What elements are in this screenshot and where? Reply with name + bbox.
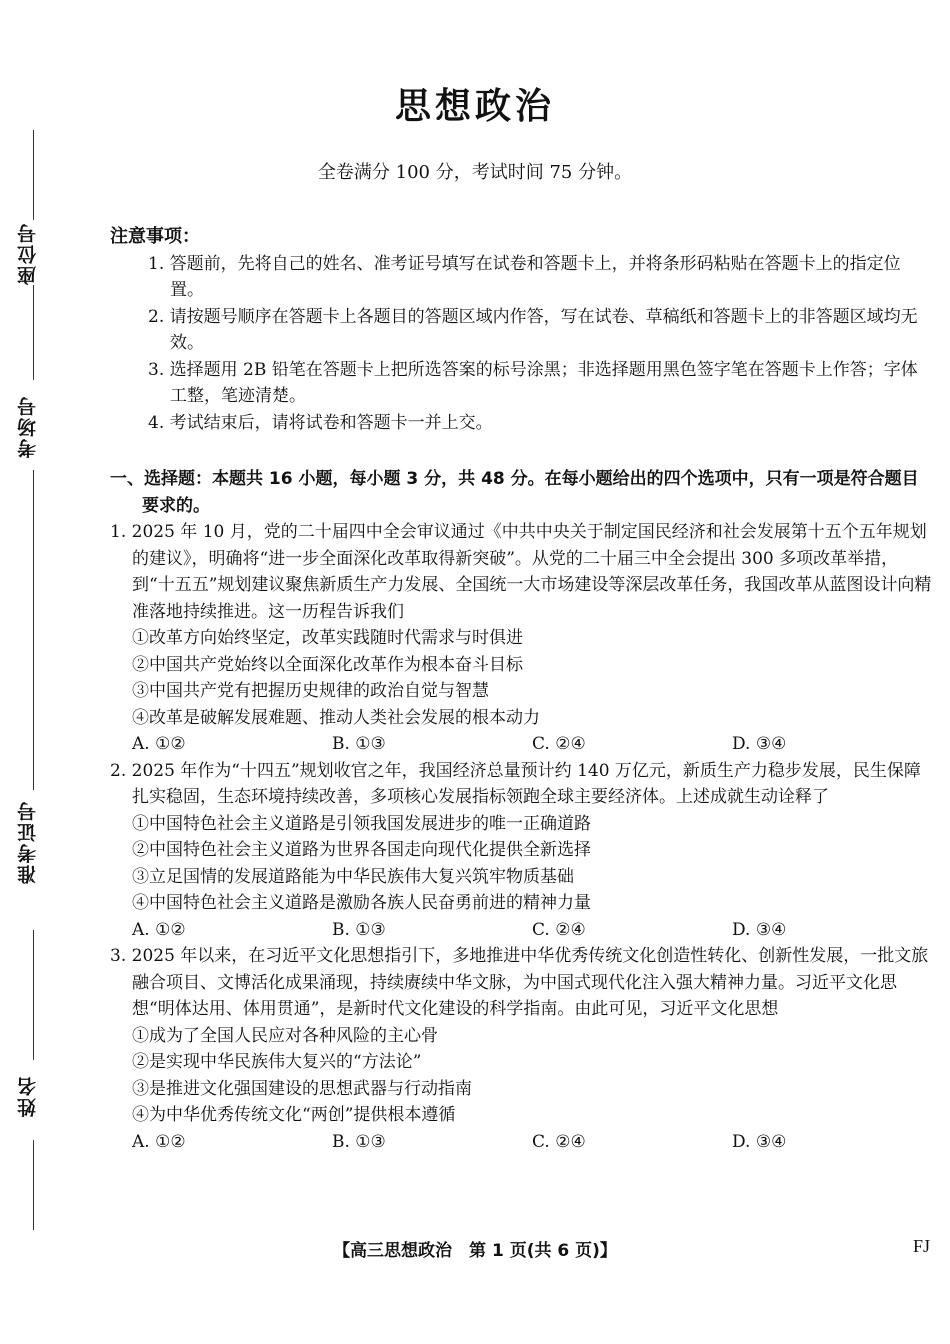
page-title: 思想政治 xyxy=(394,86,555,127)
question-stem: 1. 2025 年 10 月，党的二十届四中全会审议通过《中共中央关于制定国民经济和社会发展第十五个五年规划的建议》，明确将“进一步全面深化改革取得新突破”。从党的二十届三中全会提出 300 多项改革举措，到“十五五”规划建议聚焦新质生产力发展、全国统一大市场建设等深层改革任务，我国改革从蓝图设计向精准落地持续推进。这一历程告诉我们 xyxy=(110,522,932,622)
student-name-label: 姓名 xyxy=(17,1075,39,1117)
choice-a[interactable]: A. ①② xyxy=(132,734,186,754)
exam-room-label: 考场号 xyxy=(17,395,39,458)
binding-line-ticket xyxy=(33,930,34,1060)
section-heading: 一、选择题：本题共 16 小题，每小题 3 分，共 48 分。在每小题给出的四个选项中，只有一项是符合题目要求的。 xyxy=(110,469,919,516)
question-stem: 3. 2025 年以来，在习近平文化思想指引下，多地推进中华优秀传统文化创造性转化、创新性发展，一批文旅融合项目、文博活化成果涌现，持续赓续中华文脉，为中国式现代化注入强大精神力量。习近平文化思想“明体达用、体用贯通”，是新时代文化建设的科学指南。由此可见，习近平文化思想 xyxy=(110,946,929,1019)
notes-title: 注意事项： xyxy=(110,226,200,247)
admission-ticket-label: 准考证号 xyxy=(17,800,39,884)
choice-b[interactable]: B. ①③ xyxy=(332,919,386,940)
binding-line-bottom xyxy=(33,1140,34,1230)
binding-line-room xyxy=(33,470,34,790)
note-item: 2. 请按题号顺序在答题卡上各题目的答题区域内作答，写在试卷、草稿纸和答题卡上的非答题区域均无效。 xyxy=(148,306,918,353)
page-footer: 【高三思想政治 第 1 页(共 6 页)】 xyxy=(333,1241,617,1261)
choice-c[interactable]: C. ②④ xyxy=(532,734,586,754)
statement-option: ①成为了全国人民应对各种风险的主心骨 xyxy=(132,1025,438,1046)
statement-option: ②中国共产党始终以全面深化改革作为根本奋斗目标 xyxy=(132,654,523,675)
question-section xyxy=(110,466,932,1155)
choice-a[interactable]: A. ①② xyxy=(132,919,186,940)
choice-c[interactable]: C. ②④ xyxy=(532,919,586,940)
notes-section xyxy=(110,224,932,436)
statement-option: ①改革方向始终坚定，改革实践随时代需求与时俱进 xyxy=(132,628,523,648)
choice-d[interactable]: D. ③④ xyxy=(732,734,787,754)
answer-choices xyxy=(110,731,932,758)
statement-option: ④为中华优秀传统文化“两创”提供根本遵循 xyxy=(132,1105,456,1125)
statement-option: ③立足国情的发展道路能为中华民族伟大复兴筑牢物质基础 xyxy=(132,866,574,887)
statement-option: ③中国共产党有把握历史规律的政治自觉与智慧 xyxy=(132,681,489,701)
answer-choices xyxy=(110,1129,932,1156)
choice-b[interactable]: B. ①③ xyxy=(332,734,386,754)
statement-option: ②中国特色社会主义道路为世界各国走向现代化提供全新选择 xyxy=(132,840,591,860)
statement-option: ②是实现中华民族伟大复兴的“方法论” xyxy=(132,1052,422,1072)
statement-option: ①中国特色社会主义道路是引领我国发展进步的唯一正确道路 xyxy=(132,813,591,834)
exam-info: 全卷满分 100 分，考试时间 75 分钟。 xyxy=(317,162,633,183)
note-item: 4. 考试结束后，请将试卷和答题卡一并上交。 xyxy=(148,412,493,433)
answer-choices xyxy=(110,917,932,944)
choice-d[interactable]: D. ③④ xyxy=(732,1131,787,1152)
note-item: 3. 选择题用 2B 铅笔在答题卡上把所选答案的标号涂黑；非选择题用黑色签字笔在答题卡上作答；字体工整，笔迹清楚。 xyxy=(148,359,918,406)
binding-line-seat xyxy=(33,285,34,380)
region-code: FJ xyxy=(912,1236,930,1256)
choice-a[interactable]: A. ①② xyxy=(132,1131,186,1152)
statement-option: ④中国特色社会主义道路是激励各族人民奋勇前进的精神力量 xyxy=(132,893,591,913)
choice-d[interactable]: D. ③④ xyxy=(732,919,787,940)
choice-b[interactable]: B. ①③ xyxy=(332,1131,386,1152)
statement-option: ③是推进文化强国建设的思想武器与行动指南 xyxy=(132,1078,472,1099)
choice-c[interactable]: C. ②④ xyxy=(532,1131,586,1152)
note-item: 1. 答题前，先将自己的姓名、准考证号填写在试卷和答题卡上，并将条形码粘贴在答题卡上的指定位置。 xyxy=(148,253,901,300)
seat-number-label: 座位号 xyxy=(17,222,39,285)
question-stem: 2. 2025 年作为“十四五”规划收官之年，我国经济总量预计约 140 万亿元，新质生产力稳步发展，民生保障扎实稳固，生态环境持续改善，多项核心发展指标领跑全球主要经济体。上述成就生动诠释了 xyxy=(110,760,921,807)
statement-option: ④改革是破解发展难题、推动人类社会发展的根本动力 xyxy=(132,707,540,728)
